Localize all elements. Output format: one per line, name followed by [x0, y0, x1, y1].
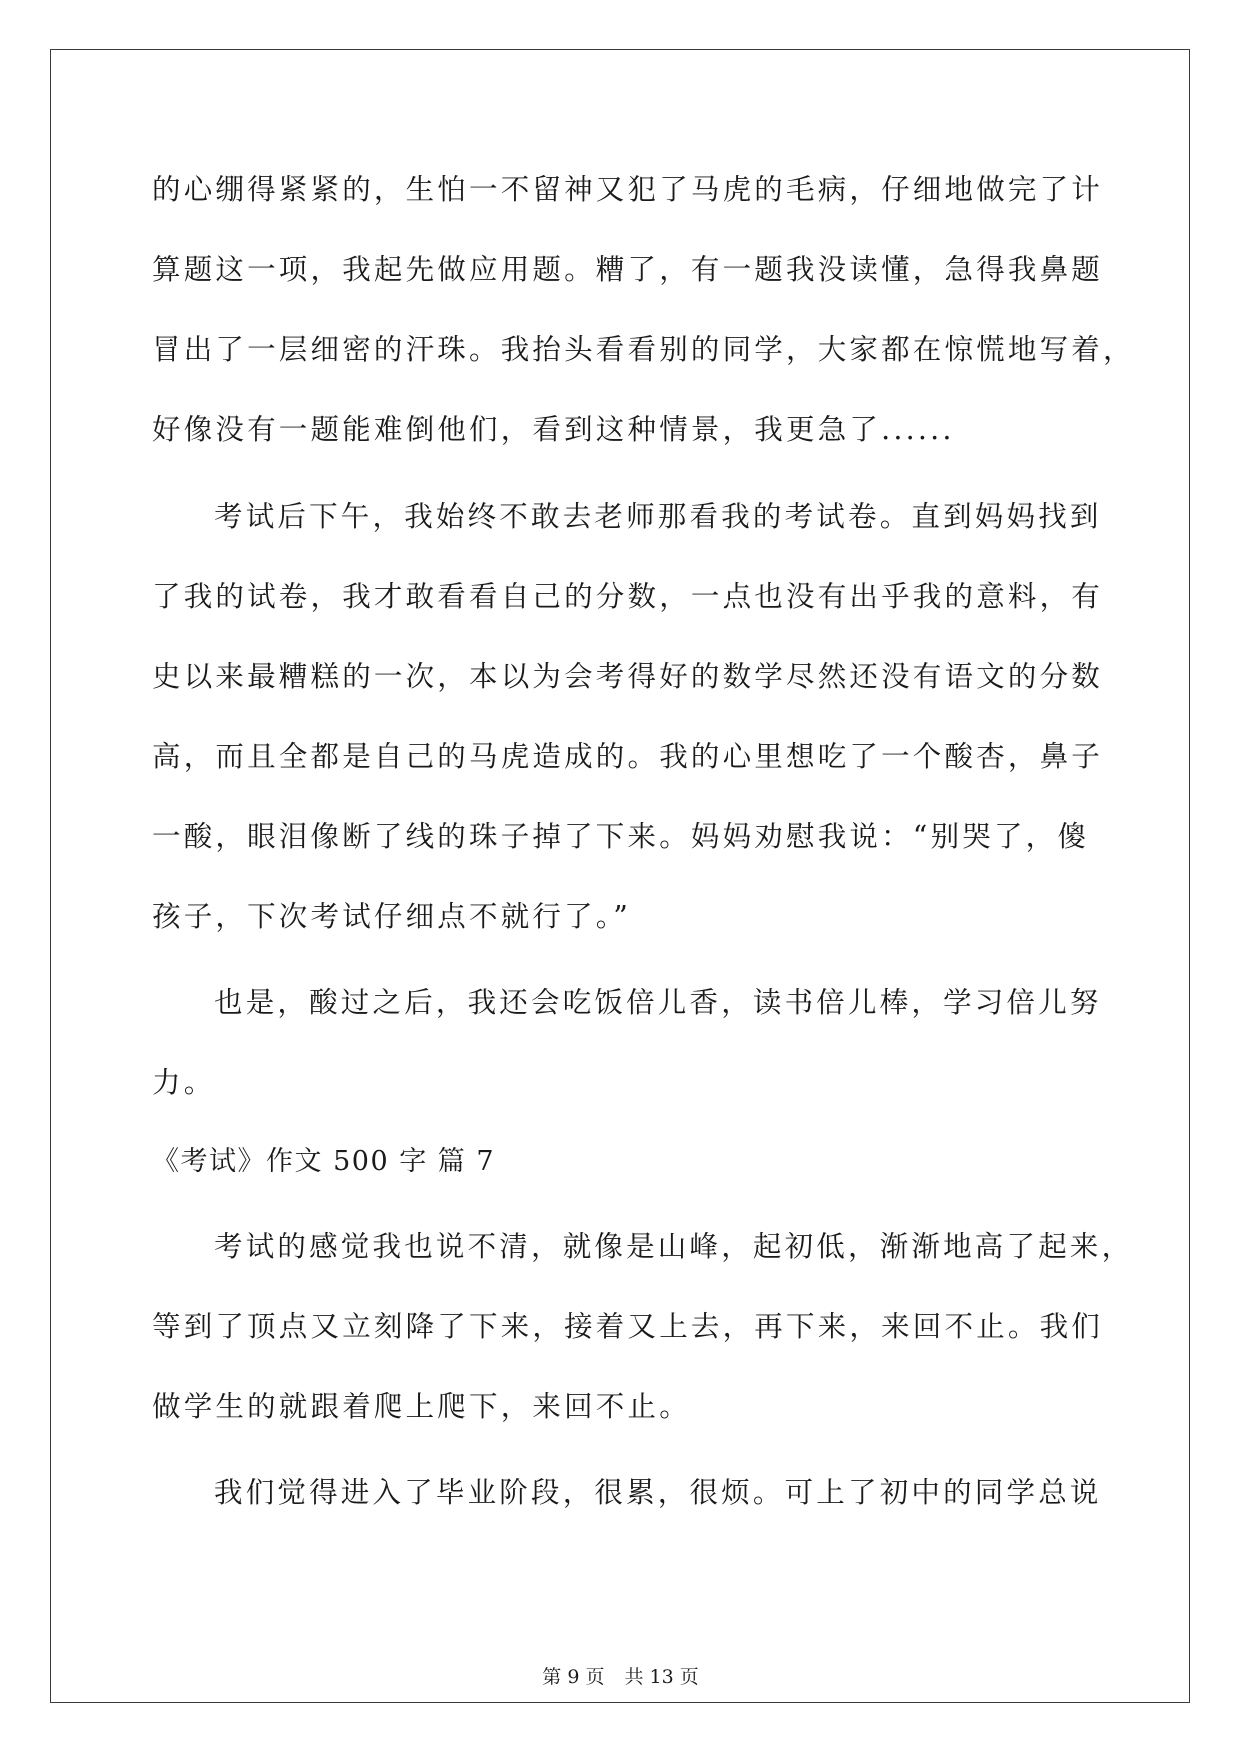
- paragraph-3-line-1: 也是，酸过之后，我还会吃饭倍儿香，读书倍儿棒，学习倍儿努: [214, 986, 1102, 1019]
- body-line-1: 的心绷得紧紧的，生怕一不留神又犯了马虎的毛病，仔细地做完了计: [152, 173, 1104, 206]
- page-border: [50, 49, 1190, 1703]
- page-number: 第 9 页: [542, 1666, 605, 1688]
- paragraph-2-line-3: 史以来最糟糕的一次，本以为会考得好的数学尽然还没有语文的分数: [152, 660, 1104, 693]
- page-footer: [0, 1665, 1241, 1689]
- paragraph-5-line-1: 我们觉得进入了毕业阶段，很累，很烦。可上了初中的同学总说: [214, 1476, 1102, 1509]
- paragraph-2-line-6: 孩子，下次考试仔细点不就行了。”: [152, 900, 632, 933]
- page-total: 共 13 页: [624, 1666, 699, 1688]
- paragraph-2-line-4: 高，而且全都是自己的马虎造成的。我的心里想吃了一个酸杏，鼻子: [152, 740, 1104, 773]
- paragraph-2-line-5: 一酸，眼泪像断了线的珠子掉了下来。妈妈劝慰我说：“别哭了，傻: [152, 820, 1090, 853]
- paragraph-4-line-3: 做学生的就跟着爬上爬下，来回不止。: [152, 1390, 691, 1423]
- paragraph-2-line-2: 了我的试卷，我才敢看看自己的分数，一点也没有出乎我的意料，有: [152, 580, 1104, 613]
- section-title: 《考试》作文 500 字 篇 7: [152, 1146, 496, 1177]
- paragraph-3-line-2: 力。: [152, 1066, 216, 1099]
- body-line-3: 冒出了一层细密的汗珠。我抬头看看别的同学，大家都在惊慌地写着，: [152, 333, 1135, 366]
- paragraph-4-line-2: 等到了顶点又立刻降了下来，接着又上去，再下来，来回不止。我们: [152, 1310, 1104, 1343]
- paragraph-4-line-1: 考试的感觉我也说不清，就像是山峰，起初低，渐渐地高了起来，: [214, 1230, 1134, 1263]
- body-line-4: 好像没有一题能难倒他们，看到这种情景，我更急了......: [152, 413, 955, 446]
- body-line-2: 算题这一项，我起先做应用题。糟了，有一题我没读懂，急得我鼻题: [152, 253, 1104, 286]
- paragraph-2-line-1: 考试后下午，我始终不敢去老师那看我的考试卷。直到妈妈找到: [214, 500, 1102, 533]
